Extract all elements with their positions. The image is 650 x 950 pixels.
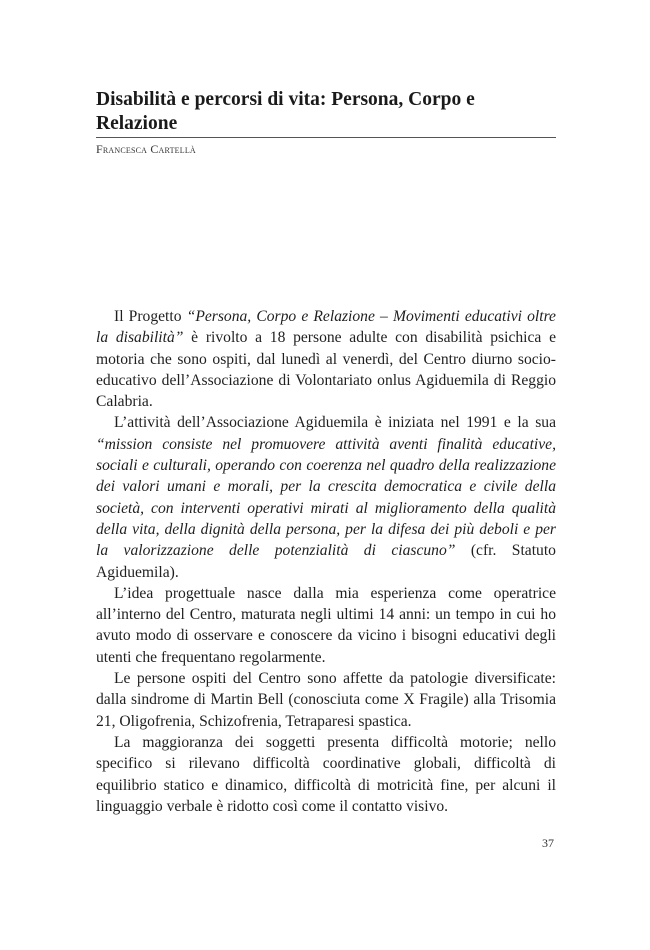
chapter-title: Disabilità e percorsi di vita: Persona, Corpo e Relazione bbox=[96, 89, 475, 134]
text-span: Il Progetto bbox=[114, 308, 187, 325]
text-span: L’idea progettuale nasce dalla mia esperienza come operatrice all’interno del Centro, maturata negli ultimi 14 anni: un tempo in cui ho avuto modo di osservare e conoscere da vicino i bisogni educativi degli utenti che frequentano regolarmente. bbox=[96, 584, 556, 666]
italic-quote: “Persona, Corpo e Relazione – Movimenti educativi oltre la disabilità” bbox=[96, 308, 556, 347]
text-span: Le persone ospiti del Centro sono affette da patologie diversificate: dalla sindrome di Martin Bell (conosciuta come X Fragile) alla Trisomia 21, Oligofrenia, Schizofrenia, Tetraparesi spastica. bbox=[96, 670, 556, 730]
text-span: è rivolto a 18 persone adulte con disabilità psichica e motoria che sono ospiti, dal lunedì al venerdì, del Centro diurno socio-educativo dell’Associazione di Volontariato onlus Agiduemila di Reggio Calabria. bbox=[96, 329, 556, 411]
chapter-author: Francesca Cartellà bbox=[96, 142, 196, 156]
paragraph bbox=[96, 412, 556, 582]
body-text bbox=[96, 306, 556, 817]
text-span: L’attività dell’Associazione Agiduemila è iniziata nel 1991 e la sua bbox=[114, 414, 556, 432]
text-span: La maggioranza dei soggetti presenta difficoltà motorie; nello specifico si rilevano difficoltà coordinative globali, difficoltà di equilibrio statico e dinamico, difficoltà di motricità fine, per alcuni il linguaggio verbale è ridotto così come il contatto visivo. bbox=[96, 733, 556, 815]
text-span: (cfr. Statuto Agiduemila). bbox=[96, 542, 556, 581]
italic-quote: “mission consiste nel promuovere attività aventi finalità educative, sociali e culturali, operando con coerenza nel quadro della realizzazione dei valori umani e morali, per la crescita democratica e civile della società, con interventi operativi mirati al miglioramento della qualità della vita, della dignità della persona, per la difesa dei più deboli e per la valorizzazione delle potenzialità di ciascuno” bbox=[96, 435, 556, 560]
title-divider bbox=[96, 137, 556, 138]
paragraph bbox=[96, 306, 556, 412]
paragraph bbox=[96, 668, 556, 732]
paragraph bbox=[96, 732, 556, 817]
page-number: 37 bbox=[542, 836, 554, 850]
paragraph bbox=[96, 583, 556, 668]
